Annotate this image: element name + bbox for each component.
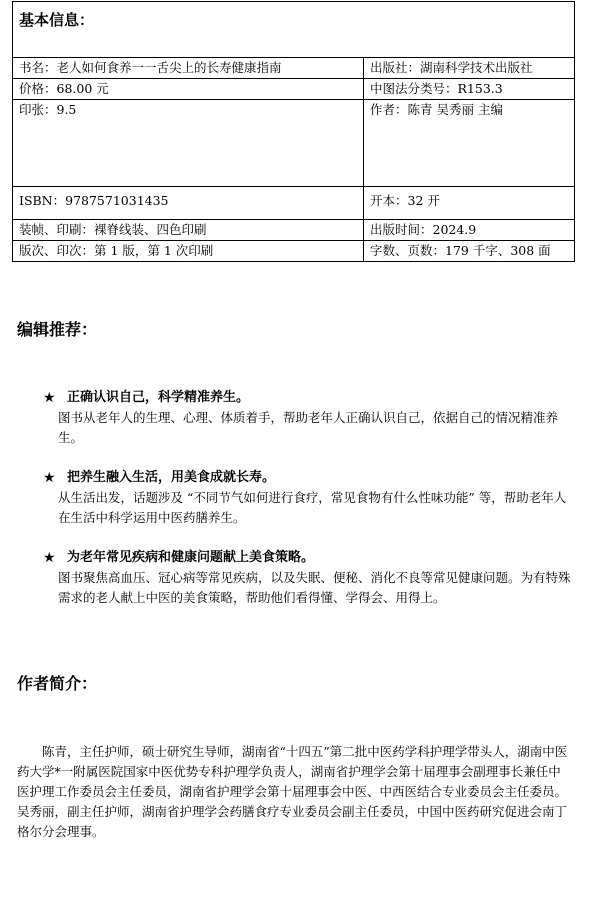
isbn-cell: ISBN：9787571031435 (13, 187, 364, 220)
recommendation-title: 正确认识自己，科学精准养生。 (67, 390, 250, 405)
word-count-cell: 字数、页数：179 千字、308 面 (364, 241, 575, 262)
star-icon: ★ (43, 470, 56, 486)
authors-cell: 作者：陈青 吴秀丽 主编 (364, 100, 575, 187)
recommendation-item (43, 468, 575, 528)
recommendation-title: 把养生融入生活，用美食成就长寿。 (67, 470, 276, 485)
publisher-cell: 出版社：湖南科学技术出版社 (364, 58, 575, 79)
author-bio-paragraph: 陈青，主任护师，硕士研究生导师，湖南省“十四五”第二批中医药学科护理学带头人，湖南中医药大学*一附属医院国家中医优势专科护理学负责人，湖南省护理学会第十届理事会副理事长兼任中医护理工作委员会主任委员，湖南省护理学会第十届理事会中医、中西医结合专业委员会主任委员。 (17, 744, 568, 799)
basic-info-table (12, 1, 575, 262)
recommendation-body: 图书聚焦高血压、冠心病等常见疾病，以及失眠、便秘、消化不良等常见健康问题。为有特殊需求的老人献上中医的美食策略，帮助他们看得懂、学得会、用得上。 (58, 570, 571, 605)
sheets-cell: 印张：9.5 (13, 100, 364, 187)
recommendation-body: 从生活出发，话题涉及 “不同节气如何进行食疗，常见食物有什么性味功能” 等，帮助老年人在生活中科学运用中医药膳养生。 (58, 490, 567, 525)
recommendation-item (43, 388, 575, 448)
format-cell: 开本：32 开 (364, 187, 575, 220)
recommendation-heading: 编辑推荐： (17, 320, 98, 339)
book-title-cell: 书名：老人如何食养一一舌尖上的长寿健康指南 (13, 58, 364, 79)
price-cell: 价格：68.00 元 (13, 79, 364, 100)
clc-number-cell: 中图法分类号：R153.3 (364, 79, 575, 100)
binding-cell: 装帧、印刷：裸脊线装、四色印刷 (13, 220, 364, 241)
basic-info-heading: 基本信息： (13, 2, 575, 58)
recommendation-body: 图书从老年人的生理、心理、体质着手，帮助老年人正确认识自己，依据自己的情况精准养生。 (58, 410, 559, 445)
recommendation-list (43, 388, 575, 628)
edition-cell: 版次、印次：第 1 版，第 1 次印刷 (13, 241, 364, 262)
recommendation-title: 为老年常见疾病和健康问题献上美食策略。 (67, 550, 315, 565)
author-bio-paragraph: 吴秀丽，副主任护师，湖南省护理学会药膳食疗专业委员会副主任委员，中国中医药研究促进会南丁格尔分会理事。 (17, 804, 568, 839)
star-icon: ★ (43, 550, 56, 566)
star-icon: ★ (43, 390, 56, 406)
author-intro-heading: 作者简介： (17, 674, 98, 693)
publish-date-cell: 出版时间：2024.9 (364, 220, 575, 241)
author-bio (17, 742, 572, 842)
recommendation-item (43, 548, 575, 608)
